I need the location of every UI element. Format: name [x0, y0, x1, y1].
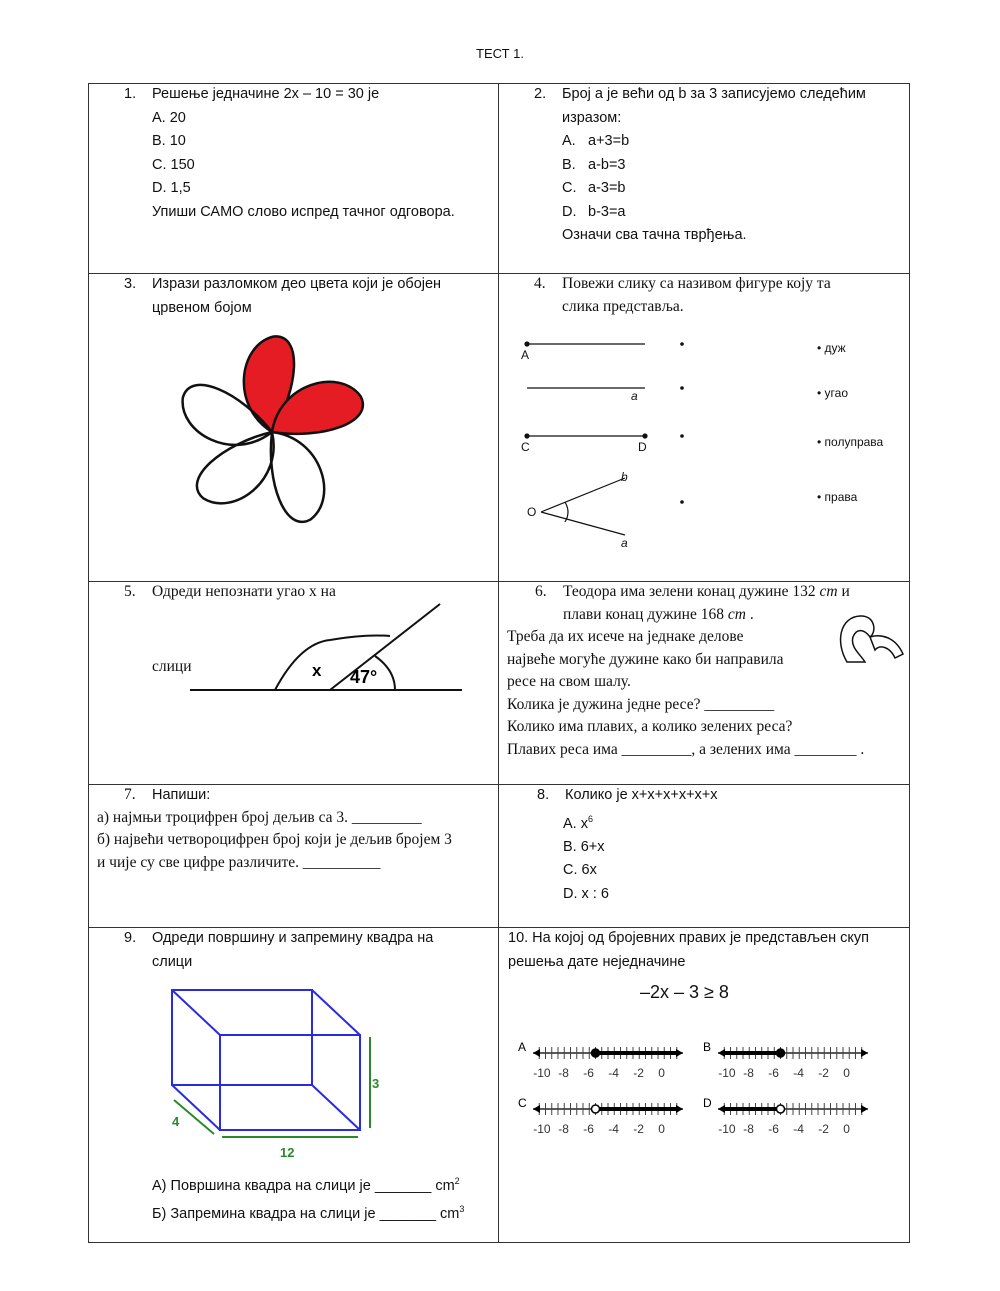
question-1 — [124, 83, 494, 224]
answer-line[interactable] — [152, 1170, 492, 1198]
option-value: b-3=a — [588, 203, 626, 220]
length-label: 12 — [280, 1145, 295, 1160]
tick-label: -4 — [793, 1122, 804, 1136]
option-text: A. x — [563, 815, 588, 832]
answer-line[interactable]: а) најмњи троцифрен број дељив са 3. _________ — [97, 808, 422, 826]
tick-label: -8 — [558, 1066, 569, 1080]
tick-label: -10 — [718, 1066, 736, 1080]
point-label: C — [521, 440, 530, 454]
arrow-right-icon — [676, 1105, 683, 1113]
angle-label: 47° — [350, 667, 378, 687]
q-num: 1. — [124, 86, 137, 102]
option: A. 20 — [152, 109, 186, 126]
answer-line[interactable]: Колика је дужина једне ресе? _________ — [507, 695, 775, 713]
option[interactable]: C. 6x — [563, 862, 597, 879]
option-letter: C. — [562, 180, 577, 196]
arrow-left-icon — [718, 1049, 725, 1057]
q-text: слици — [152, 953, 193, 970]
option: B. 10 — [152, 133, 186, 149]
open-point — [777, 1105, 785, 1113]
tick-label: -2 — [818, 1122, 829, 1136]
tick-label: -6 — [583, 1066, 594, 1080]
exponent: 3 — [459, 1204, 465, 1215]
q-text: Напиши: — [152, 787, 211, 803]
tick-label: -2 — [633, 1122, 644, 1136]
q-text: А) Површина квадра на слици је _______ cm — [152, 1177, 455, 1194]
arrow-left-icon — [533, 1049, 540, 1057]
q-text: 10. На којој од бројевних правих је представљен скуп — [508, 930, 869, 946]
exponent: 2 — [454, 1176, 460, 1186]
q-text: б) највећи четвороцифрен број који је дељив бројем 3 — [97, 831, 452, 848]
q-num: 4. — [534, 275, 546, 292]
option[interactable]: D. x : 6 — [563, 885, 609, 902]
tick-label: -4 — [608, 1066, 619, 1080]
arrow-right-icon — [676, 1049, 683, 1057]
line-label: a — [631, 389, 638, 403]
option[interactable] — [563, 808, 907, 836]
answer-line[interactable] — [152, 1198, 492, 1226]
question-10 — [508, 927, 903, 974]
q-num: 2. — [534, 86, 547, 102]
option[interactable] — [562, 201, 904, 225]
q-text: ресе на свом шалу. — [507, 673, 631, 690]
option-value: a-b=3 — [588, 156, 626, 173]
unknown-angle-label: x — [312, 661, 322, 680]
number-line-label[interactable]: C — [518, 1096, 527, 1110]
exponent: 6 — [587, 813, 593, 824]
tick-label: 0 — [843, 1066, 850, 1080]
point-label: D — [638, 440, 647, 454]
q-text: Број a је већи од b за 3 записујемо следећим — [562, 86, 866, 102]
column-divider — [498, 83, 499, 1243]
inequality: –2x – 3 ≥ 8 — [640, 982, 729, 1002]
open-point — [592, 1105, 600, 1113]
tick-label: -2 — [818, 1066, 829, 1080]
answer-line[interactable]: Плавих реса има _________, а зелених има ________ . — [507, 740, 865, 758]
tick-label: -10 — [533, 1066, 551, 1080]
question-3 — [124, 273, 494, 320]
option[interactable]: B. 6+x — [563, 838, 605, 855]
ray-label: a — [621, 536, 628, 550]
option-letter: A. — [562, 133, 576, 149]
q-text: Колико је x+x+x+x+x+x — [565, 787, 718, 803]
option-value: a+3=b — [588, 133, 630, 149]
arrow-left-icon — [718, 1105, 725, 1113]
answer-line[interactable]: и чије су све цифре различите. __________ — [97, 853, 381, 871]
q-text: највеће могуће дужине како би направила — [507, 650, 784, 668]
arrow-right-icon — [861, 1049, 868, 1057]
q-text: Колико има плавих, а колико зелених реса? — [507, 718, 793, 735]
q-num: 6. — [535, 583, 547, 600]
q-text: Решење једначине 2x – 10 = 30 је — [152, 86, 380, 102]
option-value: a-3=b — [588, 180, 626, 196]
q-num: 5. — [124, 583, 136, 600]
q-text: Одреди непознати угао x на — [152, 583, 336, 600]
question-4 — [534, 273, 904, 318]
q-num: 9. — [124, 930, 137, 946]
option-letter: B. — [562, 156, 576, 173]
tick-label: -8 — [743, 1066, 754, 1080]
tick-label: 0 — [658, 1066, 665, 1080]
option[interactable] — [562, 154, 904, 178]
tick-label: -4 — [608, 1122, 619, 1136]
q-text: . — [745, 605, 754, 623]
q-text: Изрази разломком део цвета који је обојен — [152, 276, 442, 292]
scarf-icon — [835, 612, 907, 672]
number-lines — [505, 1035, 885, 1155]
q-num: 3. — [124, 276, 137, 292]
tick-label: -10 — [533, 1122, 551, 1136]
q-text: црвеном бојом — [152, 299, 252, 316]
angle-figure — [190, 598, 470, 698]
figure-name[interactable]: • угао — [817, 386, 848, 400]
depth-label: 4 — [172, 1114, 180, 1129]
note: Упиши САМО слово испред тачног одговора. — [152, 203, 455, 220]
q-text: Треба да их исече на једнаке делове — [507, 628, 744, 645]
figure-name[interactable]: • полуправа — [817, 435, 884, 449]
tick-label: -8 — [743, 1122, 754, 1136]
option-letter: D. — [562, 203, 577, 220]
question-7 — [97, 784, 492, 874]
option: D. 1,5 — [152, 180, 191, 196]
tick-label: 0 — [843, 1122, 850, 1136]
tick-label: -6 — [768, 1122, 779, 1136]
q-num: 7. — [124, 786, 136, 803]
q-text: слика представља. — [562, 297, 684, 315]
q-text: Одреди површину и запремину квадра на — [152, 930, 434, 946]
figure-name[interactable]: • права — [817, 490, 858, 504]
q-num: 8. — [537, 787, 550, 803]
closed-point — [592, 1049, 600, 1057]
question-9 — [124, 927, 494, 974]
unit: cm — [727, 605, 746, 623]
tick-label: -2 — [633, 1066, 644, 1080]
unit: cm — [819, 583, 838, 600]
point-label: A — [521, 348, 530, 362]
note: Означи сва тачна тврђења. — [562, 227, 747, 243]
number-line-label[interactable]: B — [703, 1040, 712, 1054]
option[interactable] — [562, 130, 904, 154]
arrow-right-icon — [861, 1105, 868, 1113]
tick-label: -6 — [768, 1066, 779, 1080]
number-line-label[interactable]: D — [703, 1096, 712, 1110]
q9-answers — [152, 1170, 492, 1227]
tick-label: -4 — [793, 1066, 804, 1080]
figures-matching — [505, 330, 905, 555]
q-text: изразом: — [562, 109, 622, 126]
q-text: и — [837, 583, 850, 600]
vertex-label: O — [527, 505, 537, 519]
tick-label: -8 — [558, 1122, 569, 1136]
q-text: плави конац дужине 168 — [563, 605, 728, 623]
number-line-label[interactable]: A — [518, 1040, 527, 1054]
question-2 — [534, 83, 904, 248]
height-label: 3 — [372, 1076, 380, 1091]
tick-label: -10 — [718, 1122, 736, 1136]
flower-figure — [170, 325, 370, 525]
q-text: Теодора има зелени конац дужине 132 — [563, 583, 820, 600]
q-text: решења дате неједначине — [508, 953, 686, 970]
page-title: ТЕСТ 1. — [476, 46, 524, 61]
option: C. 150 — [152, 156, 195, 173]
tick-label: 0 — [658, 1122, 665, 1136]
figure-name[interactable]: • дуж — [817, 341, 846, 355]
closed-point — [777, 1049, 785, 1057]
question-8 — [537, 784, 907, 906]
q-text: Повежи слику са називом фигуре коју та — [562, 275, 831, 292]
q-text: Б) Запремина квадра на слици је _______ cm — [152, 1206, 460, 1223]
option[interactable] — [562, 177, 904, 201]
cuboid-figure — [160, 982, 390, 1162]
tick-label: -6 — [583, 1122, 594, 1136]
arrow-left-icon — [533, 1105, 540, 1113]
ray-label: b — [621, 470, 628, 484]
q-text: слици — [152, 657, 192, 675]
